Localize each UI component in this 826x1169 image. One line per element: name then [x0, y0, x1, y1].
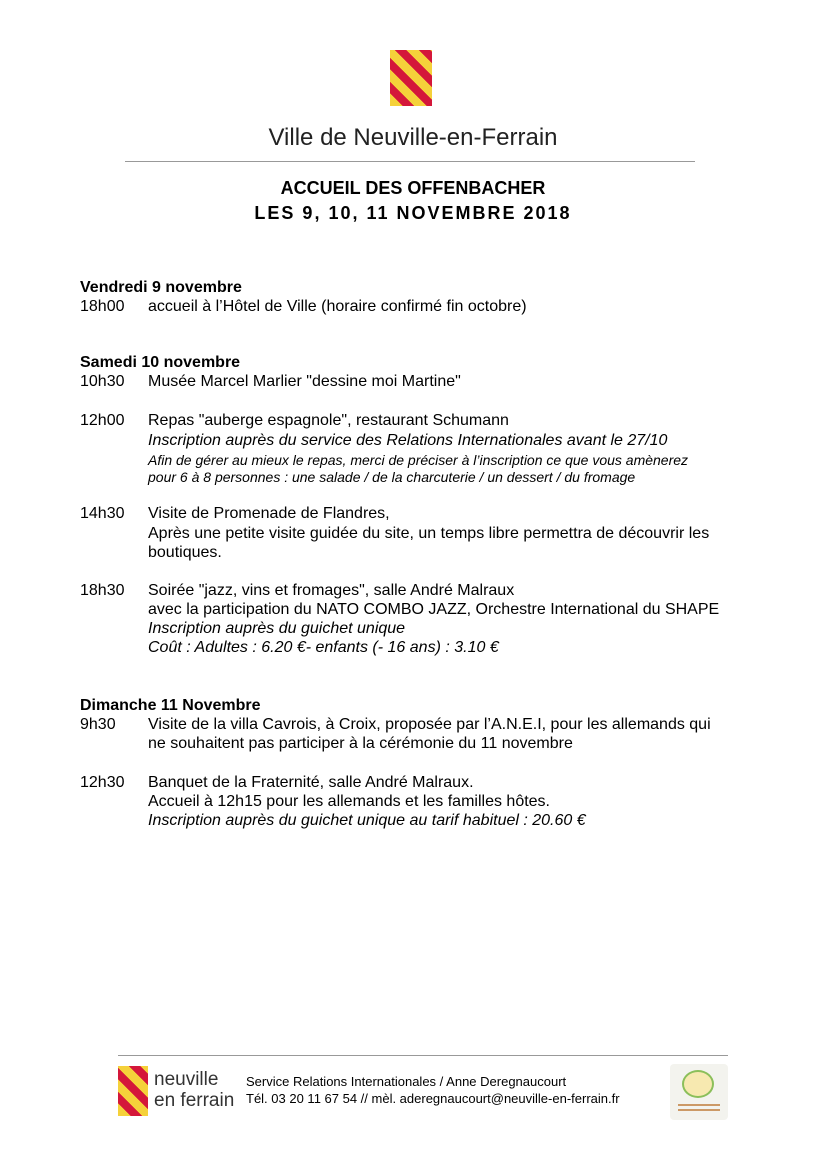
footer-contact: Service Relations Internationales / Anne Deregnaucourt [246, 1074, 567, 1089]
footer-logo-text: neuville [154, 1069, 219, 1090]
event-time: 10h30 [80, 373, 125, 390]
partner-logo-circle [682, 1070, 714, 1098]
partner-logo-line [678, 1109, 720, 1111]
event-text: Visite de Promenade de Flandres, [148, 505, 390, 522]
event-text: Repas "auberge espagnole", restaurant Schumann [148, 412, 509, 429]
event-text: boutiques. [148, 544, 222, 561]
event-note: Inscription auprès du guichet unique au tarif habituel : 20.60 € [148, 812, 586, 829]
event-time: 18h30 [80, 582, 125, 599]
footer-logo-text: en ferrain [154, 1090, 235, 1111]
event-text: accueil à l’Hôtel de Ville (horaire confirmé fin octobre) [148, 298, 527, 315]
event-text: Soirée "jazz, vins et fromages", salle André Malraux [148, 582, 515, 599]
event-time: 12h00 [80, 412, 125, 429]
city-logo [390, 50, 432, 106]
footer-contact: Tél. 03 20 11 67 54 // mèl. aderegnaucourt@neuville-en-ferrain.fr [246, 1091, 620, 1106]
event-note: Afin de gérer au mieux le repas, merci de préciser à l’inscription ce que vous amènerez [148, 452, 689, 468]
partner-logo [670, 1064, 728, 1120]
event-time: 18h00 [80, 298, 125, 315]
event-text: Banquet de la Fraternité, salle André Malraux. [148, 774, 474, 791]
event-text: avec la participation du NATO COMBO JAZZ, Orchestre International du SHAPE [148, 601, 720, 618]
footer-logo [118, 1066, 148, 1116]
org-name: Ville de Neuville-en-Ferrain [268, 124, 558, 151]
event-text: Accueil à 12h15 pour les allemands et les familles hôtes. [148, 793, 550, 810]
event-note: Inscription auprès du service des Relations Internationales avant le 27/10 [148, 432, 668, 449]
event-time: 9h30 [80, 716, 116, 733]
title-line-1: ACCUEIL DES OFFENBACHER [280, 178, 546, 198]
day-heading: Dimanche 11 Novembre [80, 697, 261, 714]
day-heading: Vendredi 9 novembre [80, 279, 242, 296]
event-text: Musée Marcel Marlier "dessine moi Martine" [148, 373, 461, 390]
title-line-2: LES 9, 10, 11 NOVEMBRE 2018 [254, 203, 572, 223]
header-rule [125, 161, 695, 162]
day-heading: Samedi 10 novembre [80, 354, 241, 371]
event-note: Inscription auprès du guichet unique [148, 620, 406, 637]
event-time: 14h30 [80, 505, 125, 522]
event-note: Coût : Adultes : 6.20 €- enfants (- 16 ans) : 3.10 € [148, 639, 499, 656]
partner-logo-line [678, 1104, 720, 1106]
event-text: ne souhaitent pas participer à la cérémonie du 11 novembre [148, 735, 573, 752]
footer-rule [118, 1055, 728, 1056]
event-note: pour 6 à 8 personnes : une salade / de la charcuterie / un dessert / du fromage [148, 469, 636, 485]
event-time: 12h30 [80, 774, 125, 791]
event-text: Après une petite visite guidée du site, un temps libre permettra de découvrir les [148, 525, 710, 542]
event-text: Visite de la villa Cavrois, à Croix, proposée par l’A.N.E.I, pour les allemands qui [148, 716, 711, 733]
